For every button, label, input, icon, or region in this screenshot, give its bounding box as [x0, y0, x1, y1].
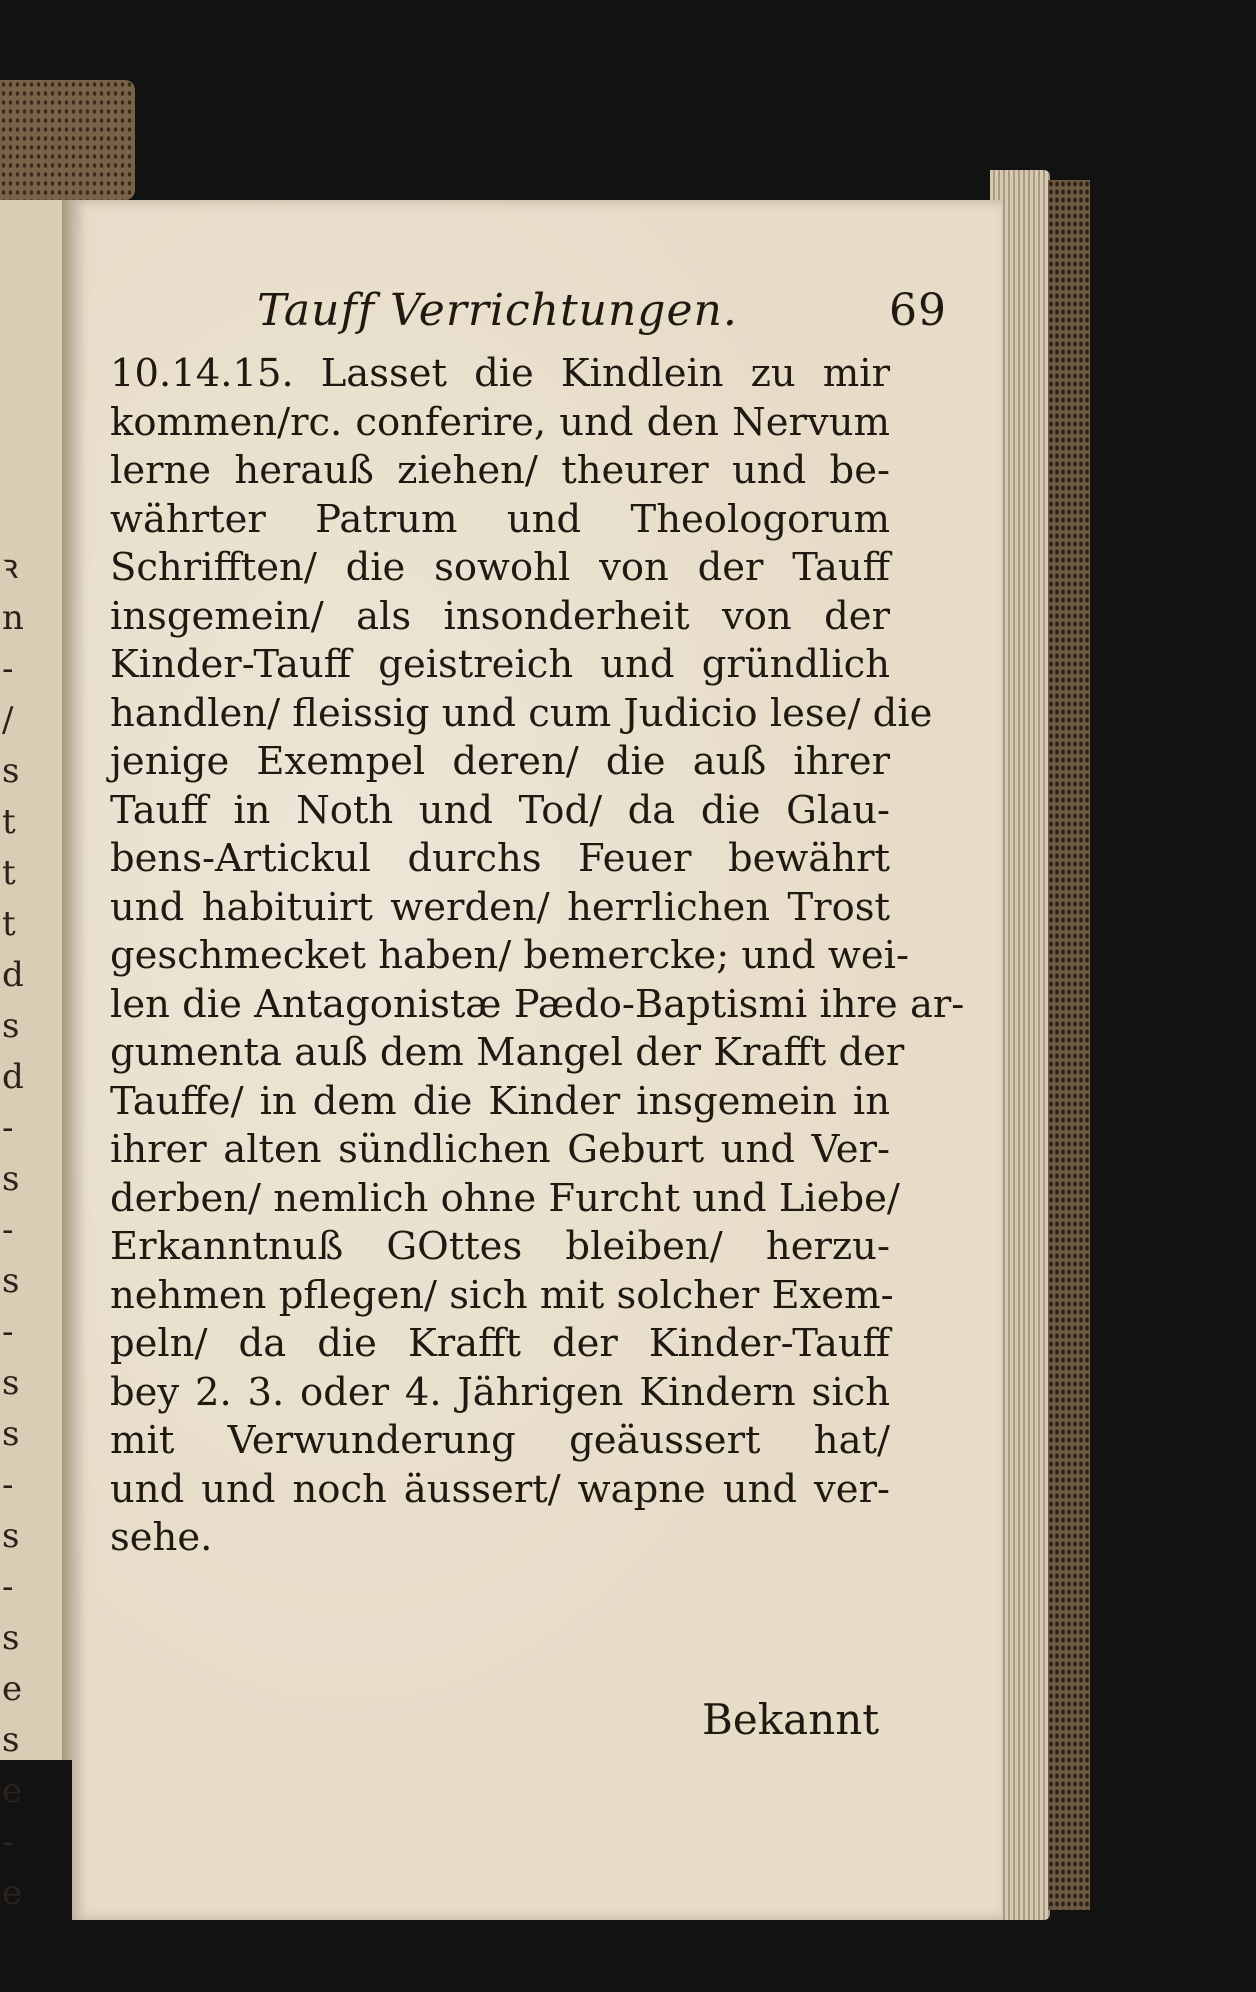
text-line: 10.14.15. Lasset die Kindlein zu mir [110, 351, 890, 396]
left-edge-glyph: t [2, 853, 16, 893]
left-edge-glyph: n [2, 598, 24, 638]
text-line: jenige Exempel deren/ die auß ihrer [110, 739, 890, 784]
text-line: bens-Artickul durchs Feuer bewährt [110, 836, 890, 881]
text-line: gumenta auß dem Mangel der Krafft der [110, 1030, 905, 1075]
text-line: kommen/rc. conferire, und den Nervum [110, 399, 890, 445]
left-edge-glyph: s [2, 751, 20, 791]
left-edge-glyph: - [2, 1822, 14, 1862]
left-edge-glyph: s [2, 1516, 20, 1556]
left-page-edge [0, 200, 68, 1913]
left-edge-glyph: s [2, 1006, 20, 1046]
left-edge-glyph: e [2, 1669, 23, 1709]
left-edge-glyph: - [2, 1108, 14, 1148]
text-line: ihrer alten sündlichen Geburt und Ver- [110, 1127, 890, 1172]
text-line: mit Verwunderung geäussert hat/ [110, 1418, 890, 1463]
left-edge-glyph: s [2, 1261, 20, 1301]
left-edge-glyph: s [2, 1720, 20, 1760]
left-edge-glyph: s [2, 1414, 20, 1454]
left-edge-glyph: - [2, 1210, 14, 1250]
left-edge-glyph: d [2, 955, 24, 995]
left-page-edge-letters [2, 547, 24, 1913]
left-edge-glyph: - [2, 649, 14, 689]
text-line: und und noch äussert/ wapne und ver- [110, 1466, 890, 1512]
text-line: sehe. [110, 1515, 213, 1560]
book-page [72, 200, 1002, 1920]
text-line: Tauff in Noth und Tod/ da die Glau- [110, 787, 890, 833]
text-line: Schrifften/ die sowohl von der Tauff [110, 545, 890, 590]
text-line: Tauffe/ in dem die Kinder insgemein in [110, 1078, 890, 1124]
left-edge-glyph: s [2, 1363, 20, 1403]
text-line: peln/ da die Krafft der Kinder-Tauff [110, 1321, 890, 1366]
left-edge-glyph: - [2, 1312, 14, 1352]
left-edge-glyph: d [2, 1057, 24, 1097]
text-line: geschmecket haben/ bemercke; und wei- [110, 933, 909, 978]
text-line: nehmen pflegen/ sich mit solcher Exem- [110, 1272, 894, 1318]
running-head [257, 285, 947, 336]
text-line: handlen/ fleissig und cum Judicio lese/ die [110, 690, 933, 736]
text-line: währter Patrum und Theologorum [110, 496, 890, 542]
body-text [110, 350, 965, 1563]
left-edge-glyph: s [2, 1618, 20, 1658]
text-line: insgemein/ als insonderheit von der [110, 593, 890, 639]
text-line: len die Antagonistæ Pædo-Baptismi ihre ar- [110, 981, 965, 1027]
left-edge-glyph: s [2, 1159, 20, 1199]
left-edge-glyph: e [2, 1873, 23, 1913]
left-edge-glyph: ꝛ [2, 547, 19, 587]
book-cover-right [1048, 180, 1090, 1910]
left-edge-glyph: / [2, 700, 14, 740]
text-line: derben/ nemlich ohne Furcht und Liebe/ [110, 1175, 900, 1221]
left-edge-glyph: - [2, 1465, 14, 1505]
text-line: und habituirt werden/ herrlichen Trost [110, 884, 890, 930]
left-edge-glyph: e [2, 1771, 23, 1811]
text-line: lerne herauß ziehen/ theurer und be- [110, 448, 890, 493]
book-cover-top [0, 80, 135, 200]
left-edge-glyph: t [2, 904, 16, 944]
text-line: Erkanntnuß GOttes bleiben/ herzu- [110, 1224, 890, 1269]
left-edge-glyph: t [2, 802, 16, 842]
text-line: Kinder-Tauff geistreich und gründlich [110, 642, 890, 687]
text-line: bey 2. 3. oder 4. Jährigen Kindern sich [110, 1369, 890, 1415]
running-head-title: Tauff Verrichtungen. [257, 285, 738, 336]
left-edge-glyph: - [2, 1567, 14, 1607]
page-number: 69 [889, 285, 947, 336]
catchword: Bekannt [702, 1695, 880, 1744]
